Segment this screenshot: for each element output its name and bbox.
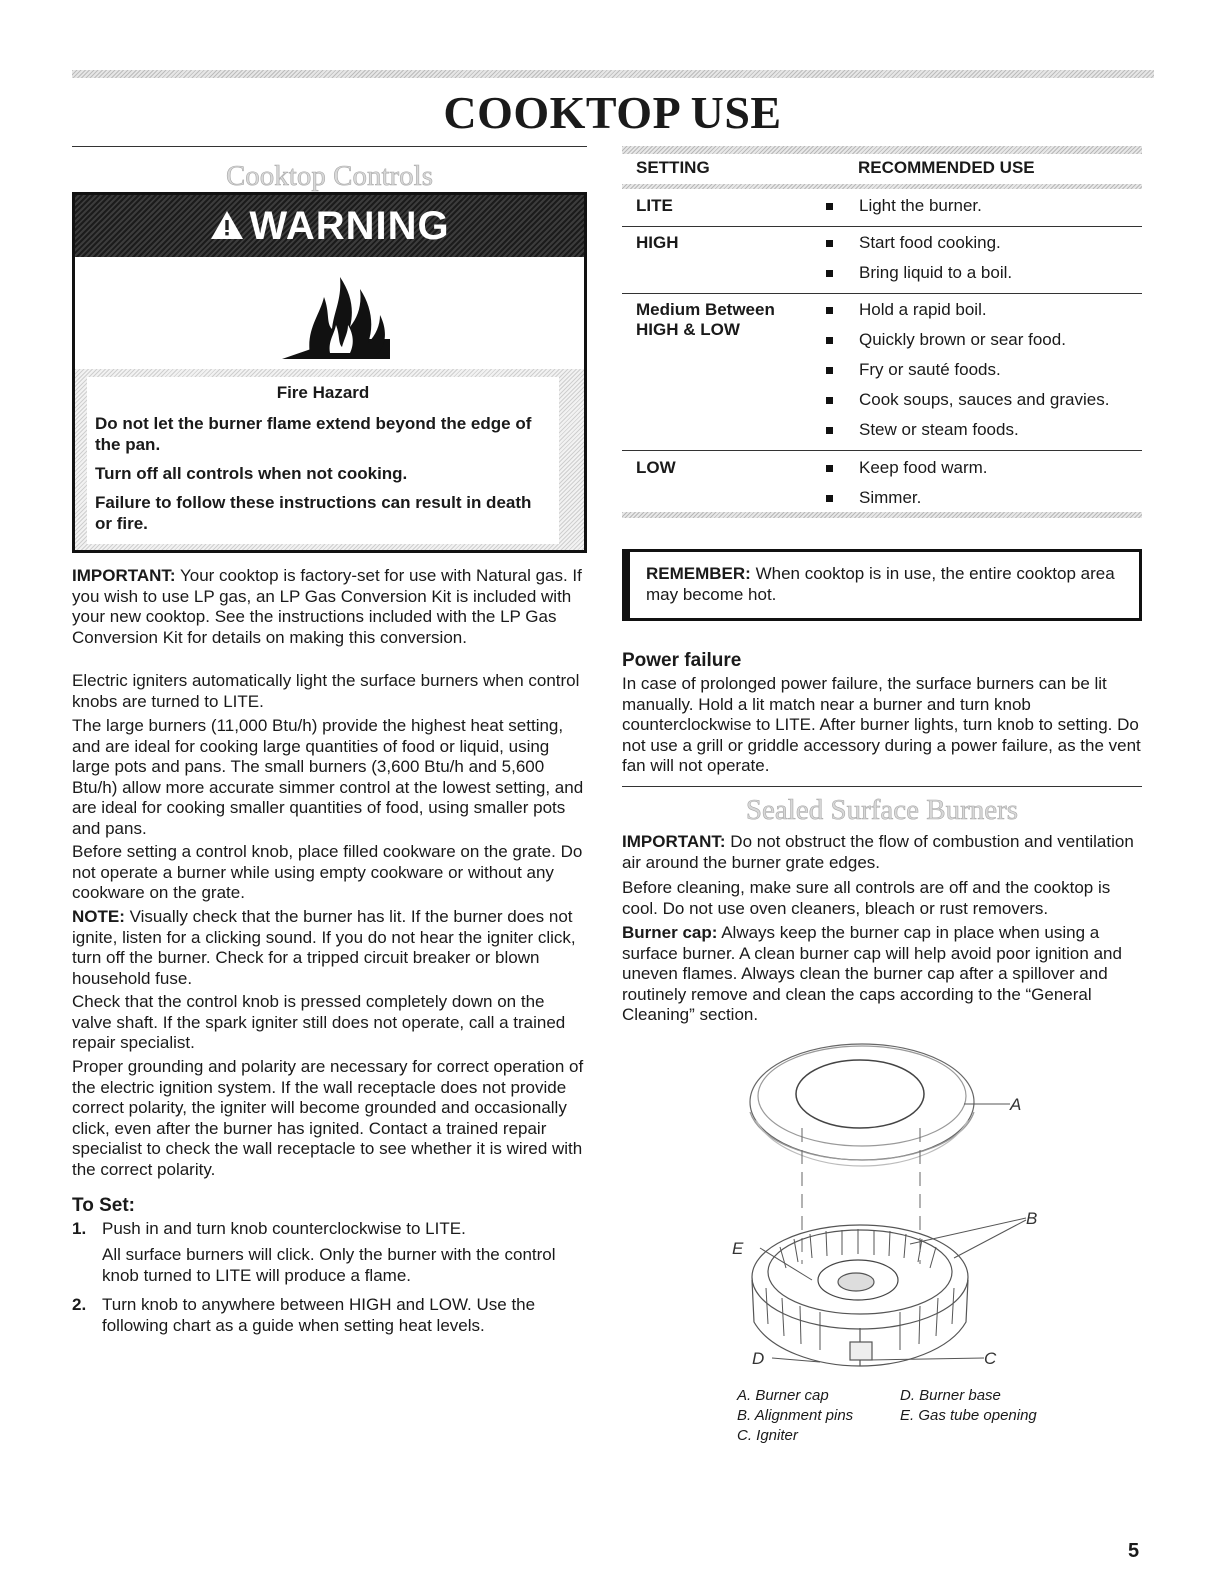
section-rule <box>72 146 587 147</box>
section-title-sealed-burners: Sealed Surface Burners <box>745 794 1019 826</box>
remember-label: REMEMBER: <box>646 564 751 583</box>
bullet <box>826 337 833 344</box>
burner-cap-illustration <box>750 1044 974 1166</box>
section-rule <box>622 786 1142 787</box>
figure-label-a: A <box>1010 1095 1022 1114</box>
table-row-use: Fry or sauté foods. <box>859 360 1001 379</box>
table-row-use: Start food cooking. <box>859 233 1001 252</box>
alignment-guides <box>802 1128 920 1264</box>
caption-a: A. Burner cap <box>737 1387 829 1404</box>
figure-label-e: E <box>732 1239 744 1258</box>
table-row-use: Keep food warm. <box>859 458 988 477</box>
warning-banner-text: WARNING <box>249 204 450 248</box>
caption-d: D. Burner base <box>900 1387 1001 1404</box>
power-failure-heading: Power failure <box>622 650 742 671</box>
table-row-rule <box>622 450 1142 451</box>
step-number: 2. <box>72 1295 87 1314</box>
table-row-use: Cook soups, sauces and gravies. <box>859 390 1110 409</box>
bullet <box>826 397 833 404</box>
warning-text-panel <box>87 377 559 544</box>
warning-banner <box>75 195 584 257</box>
warning-line: Turn off all controls when not cooking. <box>95 464 408 483</box>
note-text: Visually check that the burner has lit. If the burner does not ignite, listen for a clicking sound. If you do not hear the igniter click, turn off the burner. Check for a tripped circuit breaker or blown household fuse. <box>72 907 576 988</box>
table-top-rule <box>622 146 1142 154</box>
fire-hazard-icon <box>280 269 392 361</box>
bullet <box>826 270 833 277</box>
figure-label-d: D <box>752 1349 765 1368</box>
table-row-rule <box>622 226 1142 227</box>
bullet <box>826 427 833 434</box>
bullet <box>826 203 833 210</box>
bullet <box>826 307 833 314</box>
burner-diagram <box>720 1032 1050 1382</box>
step-text: Turn knob to anywhere between HIGH and LOW. Use the following chart as a guide when setting heat levels. <box>102 1295 536 1335</box>
before-setting-paragraph: Before setting a control knob, place filled cookware on the grate. Do not operate a burner while using empty cookware or without any cookware on the grate. <box>72 842 583 902</box>
top-rule <box>72 70 1154 78</box>
note-paragraph <box>72 907 588 989</box>
warning-icon-area <box>75 257 584 371</box>
figure-label-b: B <box>1026 1209 1038 1228</box>
bullet <box>826 240 833 247</box>
bullet <box>826 465 833 472</box>
bullet <box>826 367 833 374</box>
table-row-use: Bring liquid to a boil. <box>859 263 1013 282</box>
burners-paragraph: The large burners (11,000 Btu/h) provide the highest heat setting, and are ideal for cooking large quantities of food or liquid, using large pots and pans. The small burners (3,600 Btu/h and 5,600 Btu/h) allow more accurate simmer control at the lowest setting, and are ideal for cooking smaller quantities of food, using smaller pots and pans. <box>72 716 584 838</box>
warning-hazard-title: Fire Hazard <box>276 383 370 402</box>
figure-label-c: C <box>984 1349 997 1368</box>
page-number: 5 <box>1128 1540 1140 1562</box>
sealed-important-text: Do not obstruct the flow of combustion and ventilation air around the burner grate edges. <box>622 832 1134 872</box>
igniters-paragraph: Electric igniters automatically light the surface burners when control knobs are turned to LITE. <box>72 671 580 711</box>
section-title-cooktop-controls: Cooktop Controls <box>225 160 434 192</box>
sealed-important-label: IMPORTANT: <box>622 832 726 851</box>
to-set-heading: To Set: <box>72 1195 135 1216</box>
warning-line: Failure to follow these instructions can result in death or fire. <box>95 493 532 533</box>
table-header-use: RECOMMENDED USE <box>858 158 1035 177</box>
page-title: COOKTOP USE <box>443 87 782 138</box>
table-bottom-rule <box>622 512 1142 518</box>
note-label: NOTE: <box>72 907 125 926</box>
important-text: Your cooktop is factory-set for use with Natural gas. If you wish to use LP gas, an LP Gas Conversion Kit is included with your new cooktop. See the instructions included with the LP Gas Conversion Kit for details on making this conversion. <box>72 566 582 647</box>
table-header-setting: SETTING <box>636 158 710 177</box>
important-paragraph <box>72 566 584 648</box>
table-row-setting: LITE <box>636 196 673 215</box>
step-subtext: All surface burners will click. Only the burner with the control knob turned to LITE will produce a flame. <box>102 1245 556 1285</box>
caption-e: E. Gas tube opening <box>900 1407 1037 1424</box>
table-row-use: Simmer. <box>859 488 922 507</box>
check-knob-paragraph: Check that the control knob is pressed completely down on the valve shaft. If the spark igniter still does not operate, call a trained repair specialist. <box>72 992 566 1052</box>
table-header-rule <box>622 184 1142 189</box>
table-row-use: Hold a rapid boil. <box>859 300 987 319</box>
table-row-rule <box>622 293 1142 294</box>
step-number: 1. <box>72 1219 87 1238</box>
warning-triangle-icon <box>209 197 245 259</box>
burner-cap-paragraph <box>622 923 1142 1026</box>
warning-box <box>72 192 587 553</box>
step-text: Push in and turn knob counterclockwise to LITE. <box>102 1219 466 1238</box>
table-row-setting: Medium Between HIGH & LOW <box>636 300 775 339</box>
caption-c: C. Igniter <box>737 1427 798 1444</box>
table-row-use: Stew or steam foods. <box>859 420 1019 439</box>
power-failure-paragraph: In case of prolonged power failure, the surface burners can be lit manually. Hold a lit match near a burner and turn knob counterclockwise to LITE. After burner lights, turn knob to setting. Do not use a grill or griddle accessory during a power failure, as the vent fan will not operate. <box>622 674 1141 775</box>
table-row-setting: LOW <box>636 458 676 477</box>
bullet <box>826 495 833 502</box>
warning-line: Do not let the burner flame extend beyond the edge of the pan. <box>95 414 532 454</box>
grounding-paragraph: Proper grounding and polarity are necessary for correct operation of the electric ignition system. If the wall receptacle does not provide correct polarity, the igniter will become grounded and occasionally click, even after the burner has ignited. Contact a trained repair specialist to check the wall receptacle to see whether it is wired with the correct polarity. <box>72 1057 584 1179</box>
table-row-setting: HIGH <box>636 233 679 252</box>
important-label: IMPORTANT: <box>72 566 176 585</box>
table-row-use: Quickly brown or sear food. <box>859 330 1066 349</box>
burner-base-illustration <box>752 1225 968 1366</box>
table-row-use: Light the burner. <box>859 196 982 215</box>
remember-box <box>622 549 1142 621</box>
burner-cap-text: Always keep the burner cap in place when using a surface burner. A clean burner cap will help avoid poor ignition and uneven flames. Always clean the burner cap after a spillover and routinely remove and clean the caps according to the “General Cleaning” section. <box>622 923 1122 1024</box>
remember-text: When cooktop is in use, the entire cooktop area may become hot. <box>646 564 1115 604</box>
sealed-important-paragraph <box>622 832 1142 873</box>
burner-cap-label: Burner cap: <box>622 923 718 942</box>
caption-b: B. Alignment pins <box>737 1407 854 1424</box>
warning-text-area <box>75 369 584 550</box>
sealed-before-paragraph: Before cleaning, make sure all controls are off and the cooktop is cool. Do not use oven cleaners, bleach or rust removers. <box>622 878 1111 918</box>
